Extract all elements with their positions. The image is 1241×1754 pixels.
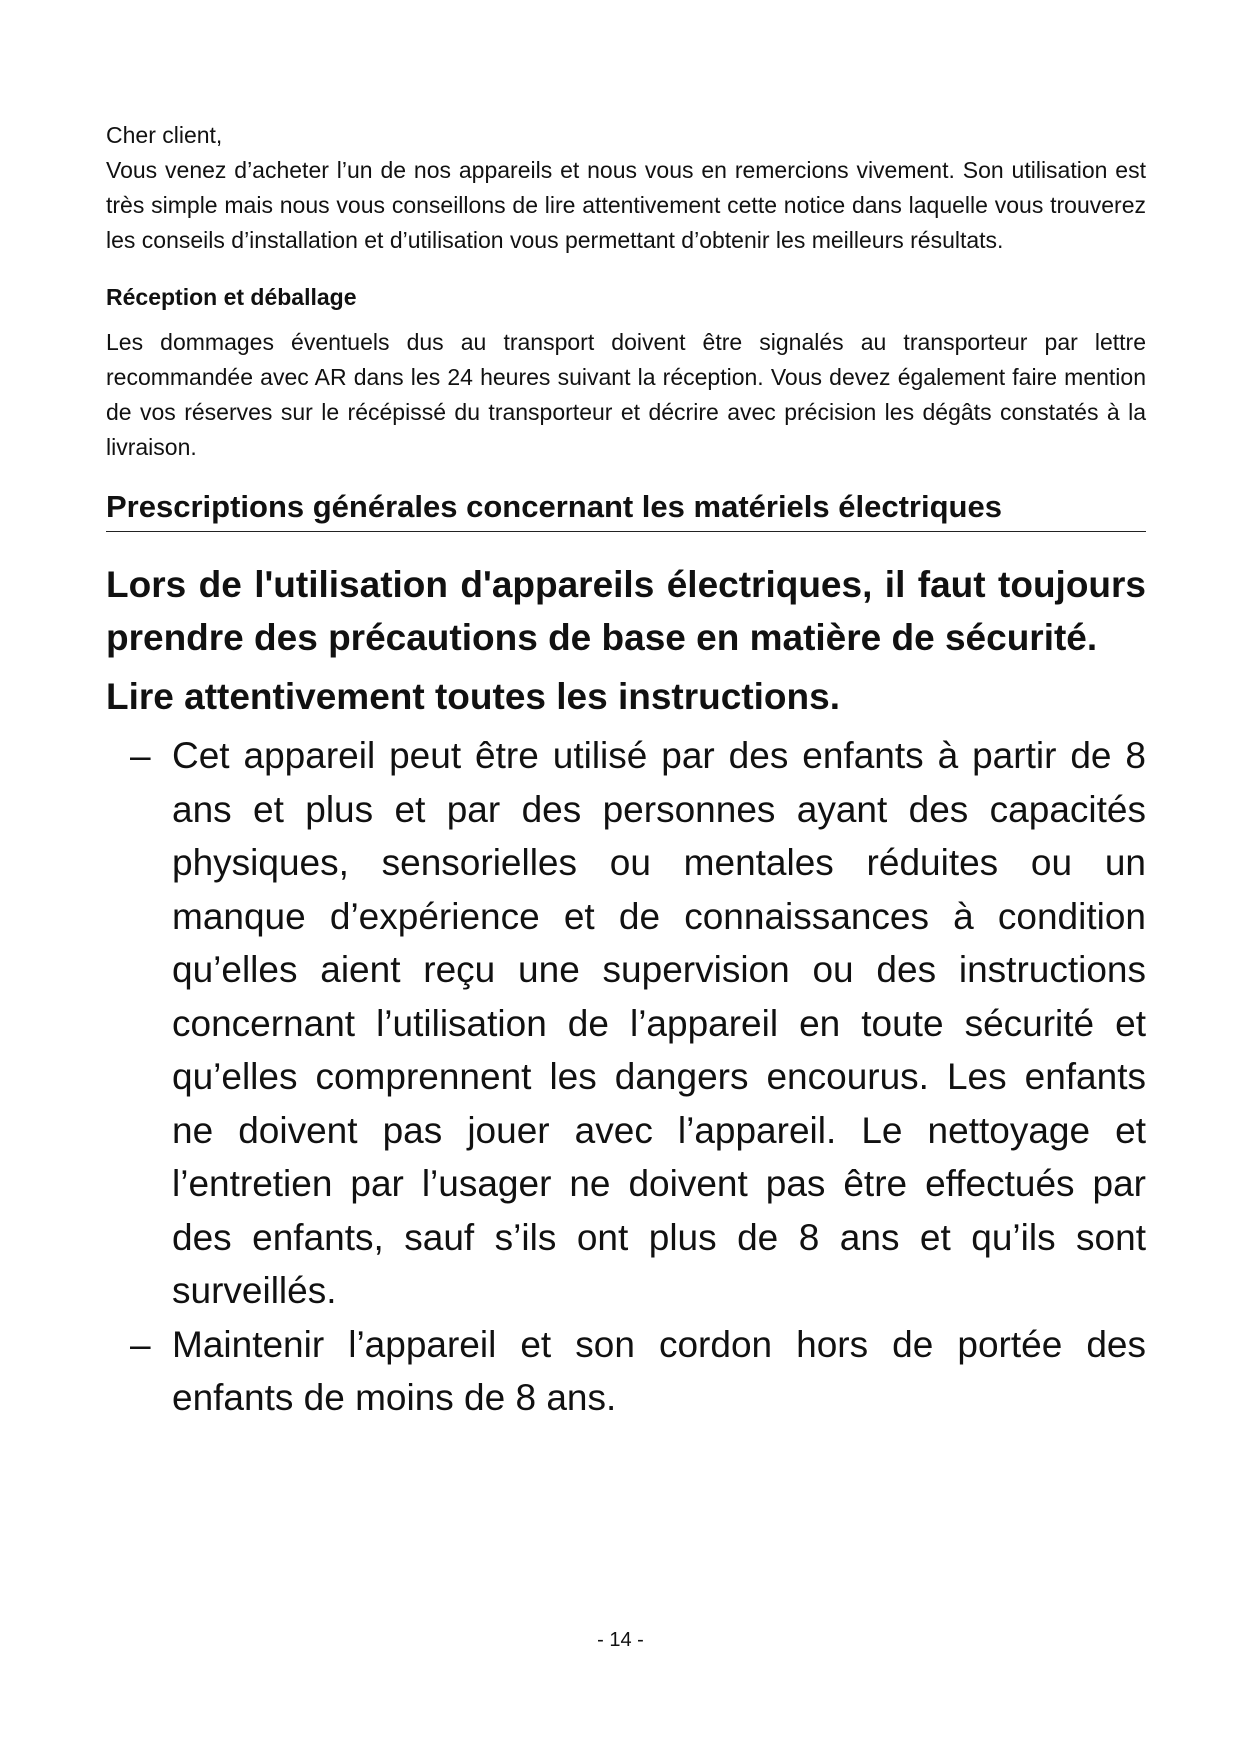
intro-section xyxy=(106,153,1146,258)
prescriptions-heading: Prescriptions générales concernant les matériels électriques xyxy=(106,487,1146,532)
dash-icon: – xyxy=(130,1323,151,1365)
list-item xyxy=(106,729,1146,1318)
greeting: Cher client, xyxy=(106,122,223,148)
list-item-text: Maintenir l’appareil et son cordon hors de portée des enfants de moins de 8 ans. xyxy=(172,1323,1146,1418)
reception-title: Réception et déballage xyxy=(106,284,357,310)
list-item-text: Cet appareil peut être utilisé par des enfants à partir de 8 ans et plus et par des personnes ayant des capacités physiques, sensorielles ou mentales réduites ou un manque d’expérience et de connaissances à condition qu’elles aient reçu une supervision ou des instructions concernant l’utilisation de l’appareil en toute sécurité et qu’elles comprennent les dangers encourus. Les enfants ne doivent pas jouer avec l’appareil. Le nettoyage et l’entretien par l’usager ne doivent pas être effectués par des enfants, sauf s’ils ont plus de 8 ans et qu’ils sont surveillés. xyxy=(172,735,1146,1311)
read-instructions-notice: Lire attentivement toutes les instructions. xyxy=(106,676,840,717)
safety-bullet-list xyxy=(106,729,1146,1425)
safety-warning: Lors de l'utilisation d'appareils électriques, il faut toujours prendre des précautions de base en matière de sécurité. xyxy=(106,564,1146,658)
document-page xyxy=(106,118,1146,1425)
dash-icon: – xyxy=(130,735,151,776)
list-item xyxy=(106,1318,1146,1425)
reception-paragraph: Les dommages éventuels dus au transport doivent être signalés au transporteur par lettre recommandée avec AR dans les 24 heures suivant la réception. Vous devez également faire mention de vos réserves sur le récépissé du transporteur et décrire avec précision les dégâts constatés à la livraison. xyxy=(106,329,1146,460)
page-number: - 14 - xyxy=(597,1629,644,1651)
intro-paragraph: Vous venez d’acheter l’un de nos appareils et nous vous en remercions vivement. Son utilisation est très simple mais nous vous conseillons de lire attentivement cette notice dans laquelle vous trouverez les conseils d’installation et d’utilisation vous permettant d’obtenir les meilleurs résultats. xyxy=(106,157,1146,253)
